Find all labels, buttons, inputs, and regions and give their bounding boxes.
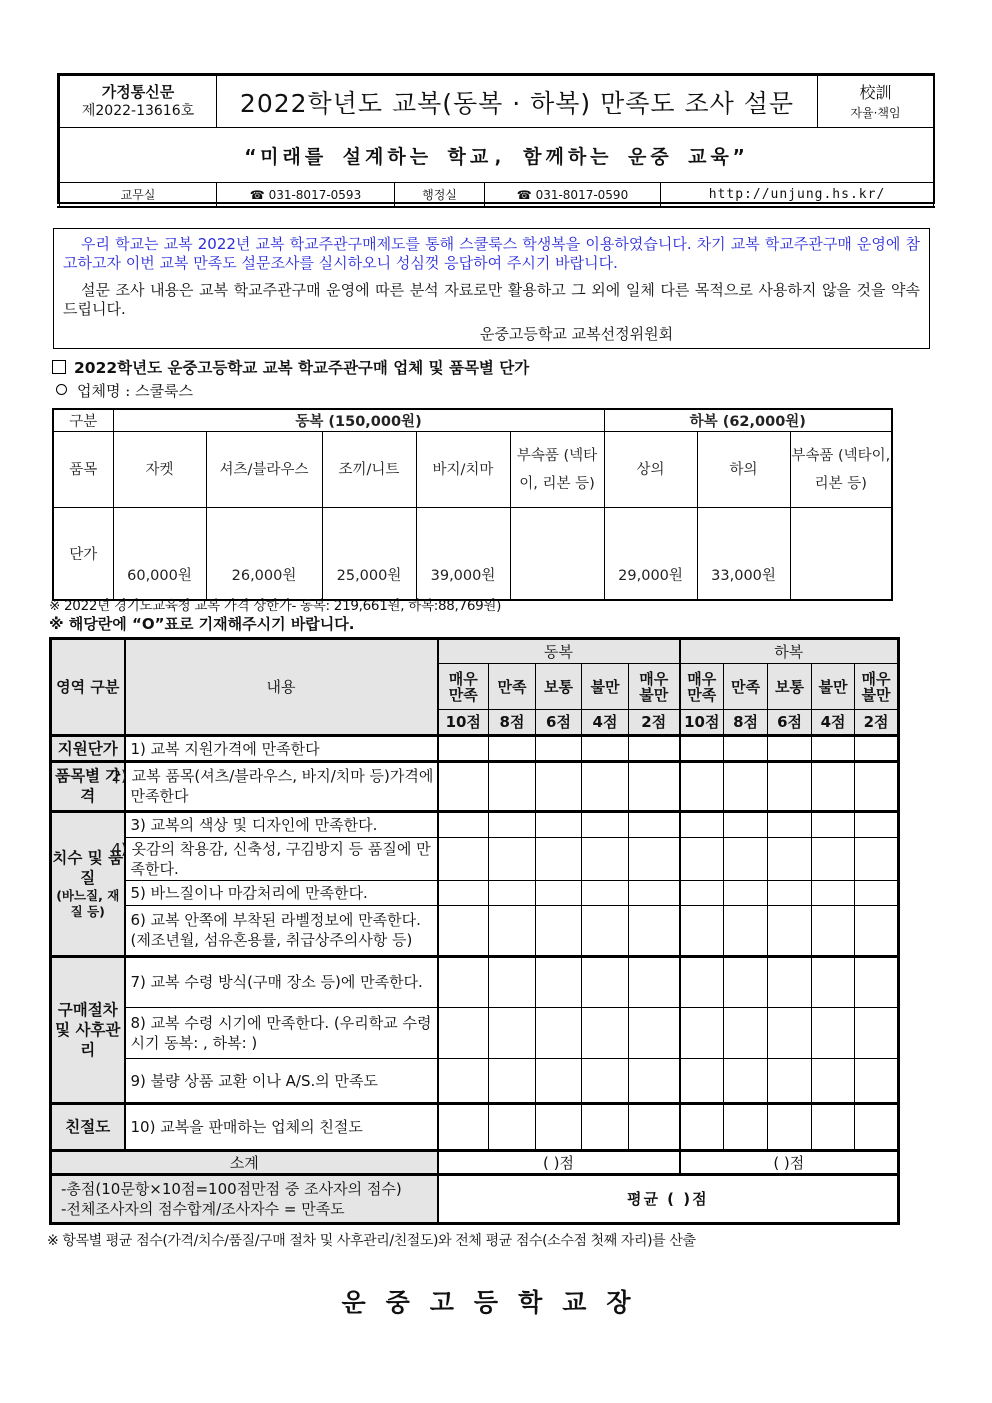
answer-cell-summer[interactable] (812, 1104, 855, 1150)
answer-cell-summer[interactable] (724, 736, 768, 761)
answer-cell-summer[interactable] (680, 906, 724, 956)
telephone-icon: ☎ (249, 187, 265, 202)
rating-label-winter: 보통 (536, 664, 582, 710)
answer-cell-summer[interactable] (855, 761, 899, 811)
rating-label-winter: 만족 (489, 664, 536, 710)
rating-label-winter: 불만 (582, 664, 629, 710)
instruction-note: ※ 해당란에 “O”표로 기재해주시기 바랍니다. (49, 615, 355, 633)
section-title (52, 356, 529, 378)
answer-cell-summer[interactable] (855, 1007, 899, 1058)
answer-cell-winter[interactable] (629, 811, 680, 837)
answer-cell-winter[interactable] (438, 837, 489, 880)
winter-header: 동복 (438, 639, 680, 664)
answer-cell-winter[interactable] (582, 761, 629, 811)
question-text: 1) 교복 지원가격에 만족한다 (125, 736, 438, 761)
answer-cell-summer[interactable] (812, 761, 855, 811)
category-size-quality-label: 치수 및 품질 (52, 848, 124, 887)
answer-cell-summer[interactable] (812, 881, 855, 906)
answer-cell-winter[interactable] (438, 761, 489, 811)
document-title: 2022학년도 교복(동복 · 하복) 만족도 조사 설문 (217, 76, 818, 128)
category-size-quality (51, 811, 125, 956)
answer-cell-summer[interactable] (812, 837, 855, 880)
question-text: 7) 교복 수령 방식(구매 장소 등)에 만족한다. (125, 956, 438, 1007)
answer-cell-summer[interactable] (812, 811, 855, 837)
answer-cell-summer[interactable] (724, 761, 768, 811)
answer-cell-winter[interactable] (629, 1059, 680, 1104)
answer-cell-summer[interactable] (812, 1007, 855, 1058)
price-cap-note: ※ 2022년 경기도교육청 교복 가격 상한가- 동복: 219,661원, 하복:88,769원) (49, 598, 502, 614)
rating-label-summer: 불만 (812, 664, 855, 710)
answer-cell-summer[interactable] (855, 956, 899, 1007)
answer-cell-winter[interactable] (438, 736, 489, 761)
publication-label: 가정통신문 (101, 83, 175, 101)
item-price: 33,000원 (697, 508, 790, 601)
answer-cell-summer[interactable] (680, 881, 724, 906)
answer-cell-winter[interactable] (489, 1007, 536, 1058)
division-label: 구분 (53, 409, 113, 432)
answer-cell-summer[interactable] (680, 1104, 724, 1150)
answer-cell-summer[interactable] (855, 837, 899, 880)
subtotal-winter-field[interactable]: ( )점 (438, 1150, 680, 1174)
answer-cell-winter[interactable] (438, 881, 489, 906)
total-note-1: -총점(10문항×10점=100점만점 중 조사자의 점수) (61, 1179, 402, 1198)
answer-cell-winter[interactable] (536, 956, 582, 1007)
area-header: 영역 구분 (51, 639, 125, 736)
answer-cell-summer[interactable] (724, 1104, 768, 1150)
answer-cell-winter[interactable] (582, 811, 629, 837)
answer-cell-winter[interactable] (438, 906, 489, 956)
answer-cell-summer[interactable] (812, 956, 855, 1007)
answer-cell-winter[interactable] (629, 837, 680, 880)
answer-cell-winter[interactable] (489, 1059, 536, 1104)
calculation-footnote: ※ 항목별 평균 점수(가격/치수/품질/구매 절차 및 사후관리/친절도)와 전체 평균 점수(소수점 첫째 자리)를 산출 (47, 1233, 696, 1249)
answer-cell-summer[interactable] (680, 811, 724, 837)
answer-cell-winter[interactable] (489, 881, 536, 906)
item-name: 하의 (697, 432, 790, 508)
answer-cell-winter[interactable] (438, 1059, 489, 1104)
summer-uniform-header: 하복 (62,000원) (604, 409, 892, 432)
answer-cell-summer[interactable] (680, 1059, 724, 1104)
rating-score-summer: 2점 (855, 710, 899, 736)
answer-cell-winter[interactable] (582, 837, 629, 880)
unit-price-label: 단가 (53, 508, 113, 601)
answer-cell-summer[interactable] (724, 811, 768, 837)
item-price: 29,000원 (604, 508, 697, 601)
school-slogan: “미래를 설계하는 학교, 함께하는 운중 교육” (60, 128, 934, 183)
answer-cell-summer[interactable] (768, 736, 812, 761)
answer-cell-winter[interactable] (582, 881, 629, 906)
answer-cell-winter[interactable] (536, 906, 582, 956)
question-text: 4) 옷감의 착용감, 신축성, 구김방지 등 품질에 만족한다. (125, 837, 438, 880)
notice-paragraph-2: 설문 조사 내용은 교복 학교주관구매 운영에 따른 분석 자료로만 활용하고 그 외에 일체 다른 목적으로 사용하지 않을 것을 약속드립니다. (63, 281, 920, 318)
answer-cell-winter[interactable] (489, 736, 536, 761)
answer-cell-winter[interactable] (536, 1104, 582, 1150)
answer-cell-summer[interactable] (855, 1104, 899, 1150)
answer-cell-winter[interactable] (489, 906, 536, 956)
question-row (51, 881, 899, 906)
section-title-text: 2022학년도 운중고등학교 교복 학교주관구매 업체 및 품목별 단가 (74, 359, 530, 377)
average-score-field[interactable]: 평균 ( )점 (438, 1174, 899, 1223)
telephone-icon: ☎ (516, 187, 532, 202)
question-text: 8) 교복 수령 시기에 만족한다. (우리학교 수령시기 동복: , 하복: ) (125, 1007, 438, 1058)
answer-cell-summer[interactable] (812, 906, 855, 956)
answer-cell-summer[interactable] (768, 906, 812, 956)
office1-phone: 031-8017-0593 (268, 187, 362, 202)
answer-cell-winter[interactable] (536, 811, 582, 837)
category-item-price: 품목별 가격 (51, 761, 125, 811)
rating-score-summer: 6점 (768, 710, 812, 736)
answer-cell-winter[interactable] (582, 1007, 629, 1058)
rating-label-winter: 매우 불만 (629, 664, 680, 710)
item-name: 자켓 (113, 432, 206, 508)
answer-cell-summer[interactable] (855, 1059, 899, 1104)
answer-cell-summer[interactable] (768, 956, 812, 1007)
item-price: 25,000원 (322, 508, 416, 601)
rating-score-summer: 8점 (724, 710, 768, 736)
answer-cell-winter[interactable] (536, 881, 582, 906)
answer-cell-summer[interactable] (855, 906, 899, 956)
answer-cell-summer[interactable] (768, 881, 812, 906)
rating-score-winter: 4점 (582, 710, 629, 736)
answer-cell-summer[interactable] (724, 956, 768, 1007)
rating-label-winter: 매우 만족 (438, 664, 489, 710)
answer-cell-summer[interactable] (724, 1007, 768, 1058)
circle-bullet-icon (56, 384, 67, 395)
question-row (51, 906, 899, 956)
answer-cell-summer[interactable] (724, 837, 768, 880)
answer-cell-winter[interactable] (582, 1059, 629, 1104)
answer-cell-winter[interactable] (438, 956, 489, 1007)
answer-cell-summer[interactable] (812, 736, 855, 761)
answer-cell-summer[interactable] (680, 837, 724, 880)
answer-cell-winter[interactable] (489, 837, 536, 880)
school-website-link[interactable]: http://unjung.hs.kr/ (661, 183, 934, 207)
answer-cell-winter[interactable] (536, 1007, 582, 1058)
answer-cell-winter[interactable] (536, 736, 582, 761)
publication-number: 제2022-13616호 (81, 103, 195, 119)
item-name: 부속품 (넥타이, 리본 등) (790, 432, 892, 508)
answer-cell-winter[interactable] (438, 811, 489, 837)
rating-label-summer: 만족 (724, 664, 768, 710)
item-name: 조끼/니트 (322, 432, 416, 508)
category-support-price: 지원단가 (51, 736, 125, 761)
answer-cell-summer[interactable] (768, 1059, 812, 1104)
answer-cell-winter[interactable] (582, 906, 629, 956)
subtotal-label: 소계 (51, 1150, 438, 1174)
motto-text: 자율·책임 (850, 106, 901, 120)
answer-cell-winter[interactable] (489, 1104, 536, 1150)
motto-label: 校訓 (859, 83, 892, 102)
rating-score-winter: 8점 (489, 710, 536, 736)
office2-phone: 031-8017-0590 (535, 187, 629, 202)
question-text: 10) 교복을 판매하는 업체의 친절도 (125, 1104, 438, 1150)
school-motto-cell (818, 76, 934, 128)
item-name: 상의 (604, 432, 697, 508)
question-row (51, 811, 899, 837)
answer-cell-summer[interactable] (768, 837, 812, 880)
item-name: 셔츠/블라우스 (206, 432, 322, 508)
answer-cell-winter[interactable] (582, 956, 629, 1007)
content-header: 내용 (125, 639, 438, 736)
answer-cell-summer[interactable] (812, 1059, 855, 1104)
answer-cell-winter[interactable] (489, 811, 536, 837)
answer-cell-summer[interactable] (680, 761, 724, 811)
answer-cell-summer[interactable] (724, 906, 768, 956)
answer-cell-summer[interactable] (680, 736, 724, 761)
answer-cell-summer[interactable] (680, 956, 724, 1007)
rating-score-summer: 10점 (680, 710, 724, 736)
question-row (51, 736, 899, 761)
principal-signature: 운중고등학교장 (341, 1288, 651, 1317)
question-row (51, 1104, 899, 1150)
rating-score-winter: 10점 (438, 710, 489, 736)
vendor-name: 스쿨룩스 (135, 382, 194, 400)
answer-cell-winter[interactable] (629, 906, 680, 956)
answer-cell-summer[interactable] (855, 736, 899, 761)
answer-cell-summer[interactable] (768, 761, 812, 811)
answer-cell-winter[interactable] (629, 956, 680, 1007)
publication-cell (60, 76, 217, 128)
answer-cell-winter[interactable] (629, 1007, 680, 1058)
answer-cell-winter[interactable] (629, 881, 680, 906)
answer-cell-winter[interactable] (629, 761, 680, 811)
item-label: 품목 (53, 432, 113, 508)
question-text: 3) 교복의 색상 및 디자인에 만족한다. (125, 811, 438, 837)
question-text: 9) 불량 상품 교환 이나 A/S.의 만족도 (125, 1059, 438, 1104)
survey-table (49, 637, 897, 1225)
item-name: 바지/치마 (416, 432, 510, 508)
rating-label-summer: 보통 (768, 664, 812, 710)
answer-cell-winter[interactable] (536, 837, 582, 880)
item-price (510, 508, 604, 601)
letterhead (57, 73, 935, 204)
question-row (51, 837, 899, 880)
office1-phone-cell (217, 183, 395, 207)
question-row (51, 956, 899, 1007)
answer-cell-summer[interactable] (855, 881, 899, 906)
total-note-2: -전체조사자의 점수합계/조사자수 = 만족도 (61, 1199, 345, 1218)
question-row (51, 761, 899, 811)
notice-box (53, 228, 930, 349)
winter-uniform-header: 동복 (150,000원) (113, 409, 604, 432)
rating-score-summer: 4점 (812, 710, 855, 736)
item-price: 26,000원 (206, 508, 322, 601)
answer-cell-winter[interactable] (536, 761, 582, 811)
item-price (790, 508, 892, 601)
answer-cell-winter[interactable] (438, 1007, 489, 1058)
answer-cell-winter[interactable] (489, 956, 536, 1007)
answer-cell-winter[interactable] (536, 1059, 582, 1104)
answer-cell-summer[interactable] (724, 1059, 768, 1104)
question-text: 2) 교복 품목(셔츠/블라우스, 바지/치마 등)가격에 만족한다 (125, 761, 438, 811)
total-explanation (51, 1174, 438, 1223)
answer-cell-winter[interactable] (629, 736, 680, 761)
item-price: 60,000원 (113, 508, 206, 601)
answer-cell-winter[interactable] (582, 736, 629, 761)
vendor-label: 업체명 (77, 382, 121, 400)
checkbox-square-icon (52, 360, 66, 374)
answer-cell-summer[interactable] (768, 1104, 812, 1150)
answer-cell-winter[interactable] (489, 761, 536, 811)
category-purchase-aftercare: 구매절차 및 사후관리 (51, 956, 125, 1104)
office2-phone-cell (485, 183, 661, 207)
answer-cell-summer[interactable] (768, 1007, 812, 1058)
question-text: 6) 교복 안쪽에 부착된 라벨정보에 만족한다. (제조년월, 섬유혼용률, 취급상주의사항 등) (125, 906, 438, 956)
category-kindness: 친절도 (51, 1104, 125, 1150)
answer-cell-summer[interactable] (768, 811, 812, 837)
answer-cell-summer[interactable] (855, 811, 899, 837)
office2-label: 행정실 (395, 183, 485, 207)
vendor-line: 업체명 : 스쿨룩스 (56, 380, 193, 401)
question-text: 5) 바느질이나 마감처리에 만족한다. (125, 881, 438, 906)
answer-cell-winter[interactable] (438, 1104, 489, 1150)
answer-cell-summer[interactable] (724, 881, 768, 906)
answer-cell-winter[interactable] (582, 1104, 629, 1150)
question-row (51, 1059, 899, 1104)
summer-header: 하복 (680, 639, 899, 664)
office1-label: 교무실 (60, 183, 217, 207)
rating-label-summer: 매우 만족 (680, 664, 724, 710)
answer-cell-summer[interactable] (680, 1007, 724, 1058)
rating-label-summer: 매우 불만 (855, 664, 899, 710)
question-row (51, 1007, 899, 1058)
rating-score-winter: 6점 (536, 710, 582, 736)
notice-paragraph-1: 우리 학교는 교복 2022년 교복 학교주관구매제도를 통해 스쿨룩스 학생복을 이용하였습니다. 차기 교복 학교주관구매 운영에 참고하고자 이번 교복 만족도 설문조사를 실시하오니 성심껏 응답하여 주시기 바랍니다. (63, 235, 920, 272)
subtotal-summer-field[interactable]: ( )점 (680, 1150, 899, 1174)
category-size-quality-sub: (바느질, 재질 등) (56, 887, 120, 919)
price-table (52, 408, 893, 585)
notice-signature: 운중고등학교 교복선정위원회 (479, 325, 674, 343)
answer-cell-winter[interactable] (629, 1104, 680, 1150)
item-price: 39,000원 (416, 508, 510, 601)
item-name: 부속품 (넥타이, 리본 등) (510, 432, 604, 508)
rating-score-winter: 2점 (629, 710, 680, 736)
